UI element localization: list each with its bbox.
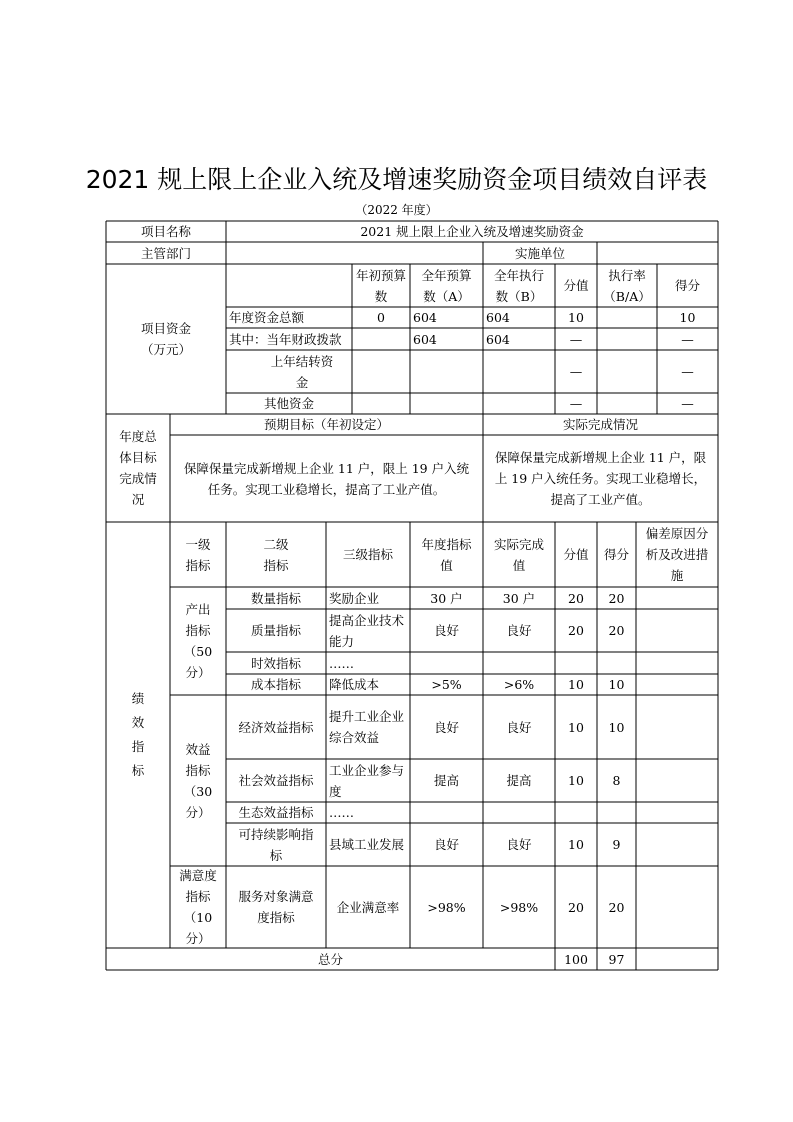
score-value-cell [555,652,597,674]
fund-score-value: — [569,331,583,347]
fund-annual [410,393,483,414]
reason-cell [636,759,718,802]
header-level3: 三级指标 [342,547,393,562]
score-cell: 10 [608,719,625,735]
fund-score-value: 10 [568,310,584,325]
level3-cell: 工业企业参与度 [329,762,405,799]
actual-cell: >98% [499,899,539,915]
header-reason: 偏差原因分析及改进措施 [645,526,709,583]
level2-cell: 经济效益指标 [238,719,314,735]
fund-annual: 604 [413,331,437,347]
target-cell [410,652,483,674]
dept-label: 主管部门 [140,245,191,261]
total-label: 总分 [317,951,343,967]
score-value-cell [555,802,597,823]
header-score: 得分 [674,278,700,293]
level2-cell: 时效指标 [250,655,301,671]
score-value-cell: 10 [568,837,584,852]
level2-cell: 社会效益指标 [238,773,314,788]
level3-cell: 提升工业企业综合效益 [329,709,405,745]
level2-cell: 服务对象满意度指标 [238,889,314,925]
year-label: （2022 年度） [355,203,438,217]
fund-initial: 0 [377,310,385,325]
fund-executed: 604 [486,331,510,347]
header-score: 得分 [604,547,630,562]
target-cell: >5% [431,677,462,692]
score-cell: 20 [608,899,625,915]
reason-cell [636,823,718,866]
impl-label: 实施单位 [514,245,565,261]
actual-cell: 提高 [506,773,532,788]
actual-cell [483,802,555,823]
score-value-cell: 10 [568,677,584,692]
fund-score-value: — [569,396,583,411]
header-execution-rate: 执行率（B/A） [603,267,651,304]
level3-cell: …… [329,655,354,671]
target-cell: >98% [427,899,466,915]
level2-cell: 可持续影响指标 [238,826,314,863]
fund-initial [352,393,410,414]
expected-goal-text: 保障保量完成新增规上企业 11 户，限上 19 户入统任务。实现工业稳增长，提高了工业产值。 [183,460,470,497]
header-level1: 一级指标 [185,536,211,573]
level1-satisfaction: 满意度指标（10分） [179,868,217,946]
fund-row-label: 其他资金 [263,396,314,411]
level3-cell: 县域工业发展 [329,837,405,852]
dept-value [226,242,483,264]
score-value-cell: 20 [568,590,584,606]
reason-cell [636,609,718,652]
total-score-value: 100 [564,951,588,967]
target-cell: 良好 [433,837,459,852]
actual-cell: 良好 [506,719,532,735]
target-cell: 良好 [433,719,459,735]
reason-cell [636,674,718,695]
expected-goal-header: 预期目标（年初设定） [263,417,389,432]
level2-cell: 生态效益指标 [238,805,314,820]
level2-cell: 数量指标 [250,590,301,606]
fund-initial [352,328,410,350]
header-actual: 实际完成值 [493,536,544,573]
funds-label [106,264,226,414]
score-cell: 10 [608,677,625,692]
target-cell: 30 户 [430,590,463,606]
funds-label-line1: 项目资金 [140,321,191,336]
total-score: 97 [608,951,625,967]
score-cell [597,652,636,674]
target-cell: 良好 [433,623,459,638]
level1-benefit: 效益指标（30分） [183,741,213,820]
actual-cell: 良好 [506,837,532,852]
header-score-value: 分值 [563,547,589,562]
impl-value [597,242,718,264]
fund-row-label: 年度资金总额 [229,310,305,325]
level1-output: 产出指标（50分） [183,602,213,680]
score-value-cell: 10 [568,773,584,788]
score-cell: 8 [612,773,621,788]
score-value-cell: 10 [568,719,584,735]
header-initial-budget: 年初预算数 [355,267,406,304]
project-name-value: 2021 规上限上企业入统及增速奖励资金 [360,224,584,239]
level3-cell: 提高企业技术能力 [329,612,405,649]
fund-rate [597,328,657,350]
reason-cell [636,695,718,759]
level3-cell: …… [329,805,354,820]
header-level2: 二级指标 [263,536,289,573]
score-cell: 20 [608,623,625,638]
score-value-cell: 20 [568,623,584,638]
header-target: 年度指标值 [421,536,472,573]
reason-cell [636,866,718,948]
fund-row-label: 其中：当年财政拨款 [229,331,342,347]
goals-label: 年度总体目标完成情况 [119,429,157,507]
fund-score: — [681,364,694,379]
indicators-label: 绩效指标 [131,691,145,778]
fund-rate [597,393,657,414]
fund-rate [597,307,657,328]
reason-cell [636,652,718,674]
total-reason [636,948,718,970]
header-executed: 全年执行数（B） [493,267,544,304]
actual-cell: 良好 [506,623,532,638]
level3-cell: 企业满意率 [336,899,400,915]
fund-executed: 604 [486,310,510,325]
fund-annual: 604 [413,310,437,325]
fund-executed [483,350,555,393]
target-cell: 提高 [433,773,459,788]
reason-cell [636,587,718,609]
actual-goal-text: 保障保量完成新增规上企业 11 户，限上 19 户入统任务。实现工业稳增长，提高了工业产值。 [494,450,707,507]
fund-annual [410,350,483,393]
score-cell: 20 [608,590,625,606]
actual-goal-header: 实际完成情况 [562,417,638,432]
header-score-value: 分值 [563,278,589,293]
actual-cell: >6% [503,677,535,692]
target-cell [410,802,483,823]
page-title: 2021 规上限上企业入统及增速奖励资金项目绩效自评表 [85,165,708,194]
fund-score: 10 [679,310,696,325]
score-cell: 9 [612,837,621,852]
level3-cell: 降低成本 [329,677,380,692]
score-cell [597,802,636,823]
actual-cell: 30 户 [502,590,536,606]
level3-cell: 奖励企业 [329,590,380,606]
fund-score: — [681,396,694,411]
reason-cell [636,802,718,823]
fund-executed [483,393,555,414]
level2-cell: 质量指标 [250,623,301,638]
fund-score-value: — [569,364,583,379]
funds-label-line2: （万元） [140,342,191,357]
header-annual-budget: 全年预算数（A） [421,267,472,304]
fund-rate [597,350,657,393]
fund-score: — [681,331,694,347]
fund-row-label: 上年结转资金 [270,353,334,390]
actual-cell [483,652,555,674]
project-name-label: 项目名称 [140,224,191,239]
level2-cell: 成本指标 [250,677,301,692]
fund-initial [352,350,410,393]
score-value-cell: 20 [568,899,584,915]
